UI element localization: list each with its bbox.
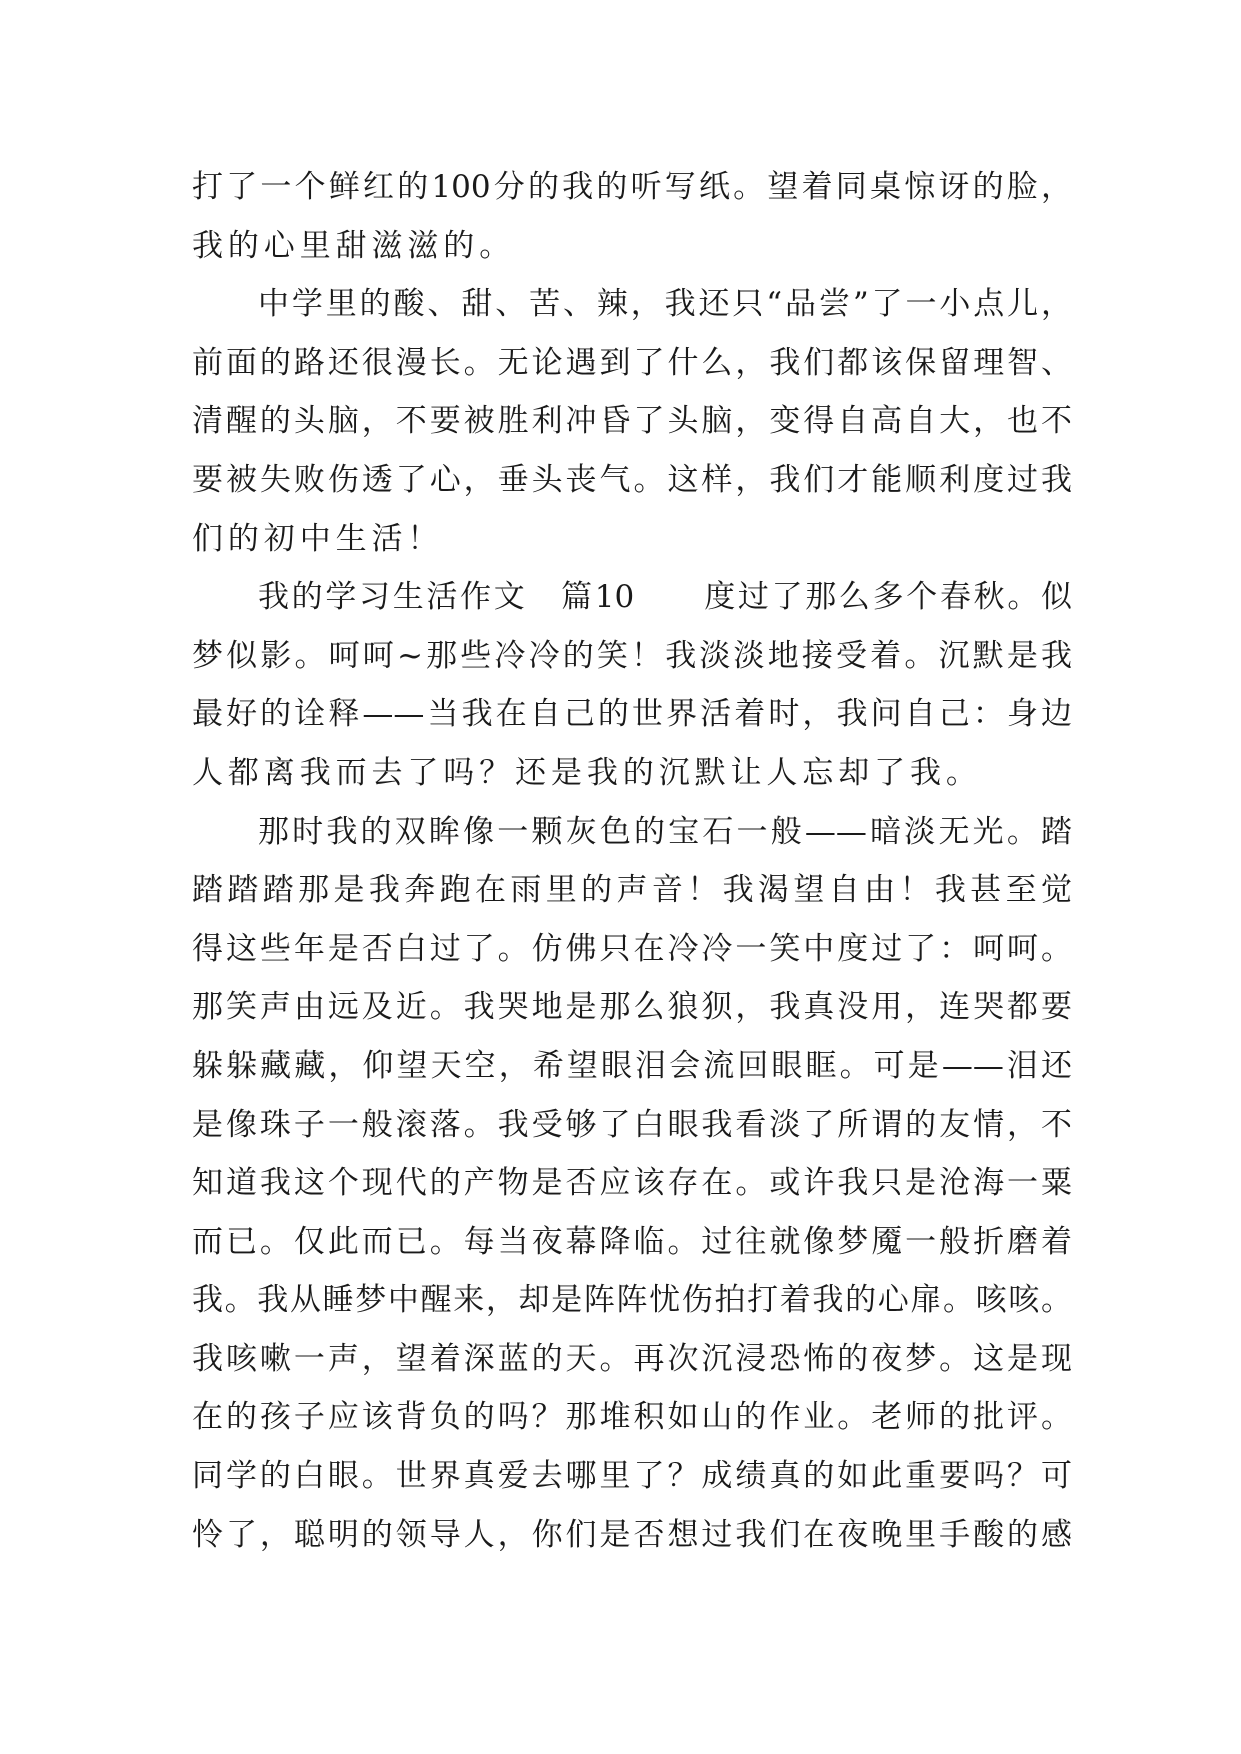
text-line: 躲躲藏藏，仰望天空，希望眼泪会流回眼眶。可是——泪还 [192, 1047, 1072, 1084]
text-line: 打了一个鲜红的100分的我的听写纸。望着同桌惊讶的脸， [192, 169, 1072, 205]
text-line: 我咳嗽一声，望着深蓝的天。再次沉浸恐怖的夜梦。这是现 [192, 1340, 1072, 1377]
text-line: 最好的诠释——当我在自己的世界活着时，我问自己：身边 [192, 696, 1072, 733]
text-line: 知道我这个现代的产物是否应该存在。或许我只是沧海一粟 [192, 1165, 1072, 1202]
text-line: 是像珠子一般滚落。我受够了白眼我看淡了所谓的友情，不 [192, 1106, 1072, 1143]
text-line: 们的初中生活！ [192, 520, 444, 557]
body-text [192, 158, 1072, 1564]
text-line: 那时我的双眸像一颗灰色的宝石一般——暗淡无光。踏 [258, 813, 1072, 850]
text-line: 我的学习生活作文 篇10 度过了那么多个春秋。似 [258, 579, 1072, 616]
text-line: 同学的白眼。世界真爱去哪里了？成绩真的如此重要吗？可 [192, 1458, 1072, 1495]
text-line: 要被失败伤透了心，垂头丧气。这样，我们才能顺利度过我 [192, 461, 1072, 498]
text-line: 中学里的酸、甜、苦、辣，我还只“品尝”了一小点儿， [258, 286, 1072, 323]
text-line: 而已。仅此而已。每当夜幕降临。过往就像梦魇一般折磨着 [192, 1223, 1072, 1260]
text-line: 梦似影。呵呵~那些冷冷的笑！我淡淡地接受着。沉默是我 [192, 637, 1072, 674]
text-line: 怜了，聪明的领导人，你们是否想过我们在夜晚里手酸的感 [192, 1516, 1072, 1553]
text-line: 那笑声由远及近。我哭地是那么狼狈，我真没用，连哭都要 [192, 989, 1072, 1026]
text-line: 在的孩子应该背负的吗？那堆积如山的作业。老师的批评。 [192, 1399, 1072, 1436]
text-line: 人都离我而去了吗？还是我的沉默让人忘却了我。 [192, 754, 982, 791]
text-line: 我的心里甜滋滋的。 [192, 227, 516, 264]
text-line: 得这些年是否白过了。仿佛只在冷冷一笑中度过了：呵呵。 [192, 930, 1072, 967]
text-line: 前面的路还很漫长。无论遇到了什么，我们都该保留理智、 [192, 344, 1072, 381]
text-line: 清醒的头脑，不要被胜利冲昏了头脑，变得自高自大，也不 [192, 403, 1072, 440]
text-line: 踏踏踏那是我奔跑在雨里的声音！我渴望自由！我甚至觉 [192, 872, 1072, 909]
text-line: 我。我从睡梦中醒来，却是阵阵忧伤拍打着我的心扉。咳咳。 [192, 1282, 1072, 1319]
